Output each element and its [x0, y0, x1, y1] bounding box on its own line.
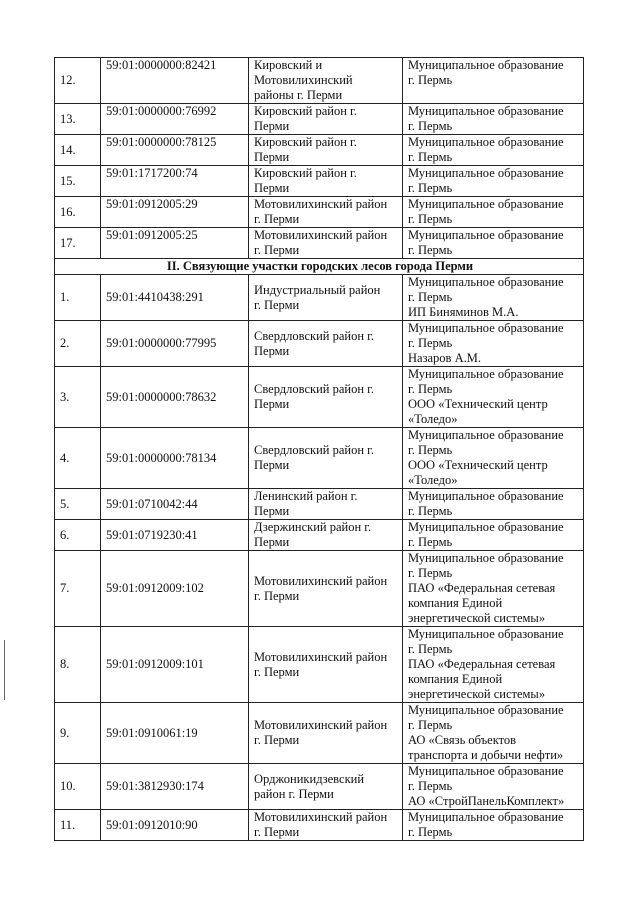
- owner-cell: Муниципальное образование г. Пермь ООО «Технический центр «Толедо»: [403, 428, 584, 489]
- table-row: [55, 104, 584, 135]
- district-cell: Ленинский район г. Перми: [249, 489, 403, 520]
- row-number: 7.: [55, 551, 101, 627]
- row-number: 15.: [55, 166, 101, 197]
- cadastral-number: 59:01:0910061:19: [101, 703, 249, 764]
- row-number: 13.: [55, 104, 101, 135]
- district-cell: Мотовилихинский район г. Перми: [249, 228, 403, 259]
- table-row: [55, 703, 584, 764]
- owner-cell: Муниципальное образование г. Пермь: [403, 810, 584, 841]
- table-row: [55, 197, 584, 228]
- row-number: 8.: [55, 627, 101, 703]
- table-row: [55, 58, 584, 104]
- row-number: 3.: [55, 367, 101, 428]
- owner-cell: Муниципальное образование г. Пермь ПАО «Федеральная сетевая компания Единой энергетической системы»: [403, 627, 584, 703]
- district-cell: Кировский район г. Перми: [249, 135, 403, 166]
- row-number: 16.: [55, 197, 101, 228]
- forest-plots-table: [54, 57, 584, 841]
- district-cell: Кировский район г. Перми: [249, 166, 403, 197]
- owner-cell: Муниципальное образование г. Пермь АО «СтройПанельКомплект»: [403, 764, 584, 810]
- owner-cell: Муниципальное образование г. Пермь: [403, 228, 584, 259]
- table-body-part1: [55, 58, 584, 259]
- table-row: [55, 627, 584, 703]
- owner-cell: Муниципальное образование г. Пермь АО «Связь объектов транспорта и добычи нефти»: [403, 703, 584, 764]
- row-number: 5.: [55, 489, 101, 520]
- district-cell: Мотовилихинский район г. Перми: [249, 551, 403, 627]
- table-row: [55, 428, 584, 489]
- row-number: 9.: [55, 703, 101, 764]
- cadastral-number: 59:01:0912009:101: [101, 627, 249, 703]
- district-cell: Кировский и Мотовилихинский районы г. Перми: [249, 58, 403, 104]
- owner-cell: Муниципальное образование г. Пермь: [403, 166, 584, 197]
- cadastral-number: 59:01:4410438:291: [101, 275, 249, 321]
- cadastral-number: 59:01:0000000:82421: [101, 58, 249, 104]
- cadastral-number: 59:01:0719230:41: [101, 520, 249, 551]
- row-number: 14.: [55, 135, 101, 166]
- district-cell: Мотовилихинский район г. Перми: [249, 197, 403, 228]
- table-row: [55, 135, 584, 166]
- owner-cell: Муниципальное образование г. Пермь: [403, 104, 584, 135]
- owner-cell: Муниципальное образование г. Пермь ИП Биняминов М.А.: [403, 275, 584, 321]
- district-cell: Свердловский район г. Перми: [249, 321, 403, 367]
- owner-cell: Муниципальное образование г. Пермь: [403, 520, 584, 551]
- district-cell: Индустриальный район г. Перми: [249, 275, 403, 321]
- cadastral-number: 59:01:0000000:78125: [101, 135, 249, 166]
- table-row: [55, 520, 584, 551]
- cadastral-number: 59:01:0710042:44: [101, 489, 249, 520]
- section-title: II. Связующие участки городских лесов города Перми: [55, 259, 584, 275]
- table-row: [55, 367, 584, 428]
- district-cell: Свердловский район г. Перми: [249, 367, 403, 428]
- district-cell: Мотовилихинский район г. Перми: [249, 810, 403, 841]
- district-cell: Мотовилихинский район г. Перми: [249, 703, 403, 764]
- table-row: [55, 764, 584, 810]
- cadastral-number: 59:01:0000000:76992: [101, 104, 249, 135]
- scan-edge-mark: [4, 640, 5, 700]
- cadastral-number: 59:01:0912009:102: [101, 551, 249, 627]
- owner-cell: Муниципальное образование г. Пермь: [403, 489, 584, 520]
- row-number: 4.: [55, 428, 101, 489]
- table-row: [55, 321, 584, 367]
- district-cell: Свердловский район г. Перми: [249, 428, 403, 489]
- table-row: [55, 551, 584, 627]
- row-number: 6.: [55, 520, 101, 551]
- cadastral-number: 59:01:0912010:90: [101, 810, 249, 841]
- owner-cell: Муниципальное образование г. Пермь Назаров А.М.: [403, 321, 584, 367]
- cadastral-number: 59:01:3812930:174: [101, 764, 249, 810]
- owner-cell: Муниципальное образование г. Пермь: [403, 135, 584, 166]
- cadastral-number: 59:01:0912005:29: [101, 197, 249, 228]
- row-number: 2.: [55, 321, 101, 367]
- table-row: [55, 228, 584, 259]
- district-cell: Дзержинский район г. Перми: [249, 520, 403, 551]
- row-number: 11.: [55, 810, 101, 841]
- row-number: 12.: [55, 58, 101, 104]
- owner-cell: Муниципальное образование г. Пермь: [403, 197, 584, 228]
- table-row: [55, 166, 584, 197]
- cadastral-number: 59:01:0000000:78134: [101, 428, 249, 489]
- row-number: 10.: [55, 764, 101, 810]
- owner-cell: Муниципальное образование г. Пермь: [403, 58, 584, 104]
- section-header-group: [55, 259, 584, 275]
- table-body-part2: [55, 275, 584, 841]
- cadastral-number: 59:01:0000000:77995: [101, 321, 249, 367]
- row-number: 17.: [55, 228, 101, 259]
- table-row: [55, 489, 584, 520]
- table-row: [55, 275, 584, 321]
- table-row: [55, 810, 584, 841]
- district-cell: Мотовилихинский район г. Перми: [249, 627, 403, 703]
- row-number: 1.: [55, 275, 101, 321]
- owner-cell: Муниципальное образование г. Пермь ООО «Технический центр «Толедо»: [403, 367, 584, 428]
- section-header-row: [55, 259, 584, 275]
- cadastral-number: 59:01:1717200:74: [101, 166, 249, 197]
- district-cell: Орджоникидзевский район г. Перми: [249, 764, 403, 810]
- cadastral-number: 59:01:0912005:25: [101, 228, 249, 259]
- district-cell: Кировский район г. Перми: [249, 104, 403, 135]
- cadastral-number: 59:01:0000000:78632: [101, 367, 249, 428]
- owner-cell: Муниципальное образование г. Пермь ПАО «Федеральная сетевая компания Единой энергетической системы»: [403, 551, 584, 627]
